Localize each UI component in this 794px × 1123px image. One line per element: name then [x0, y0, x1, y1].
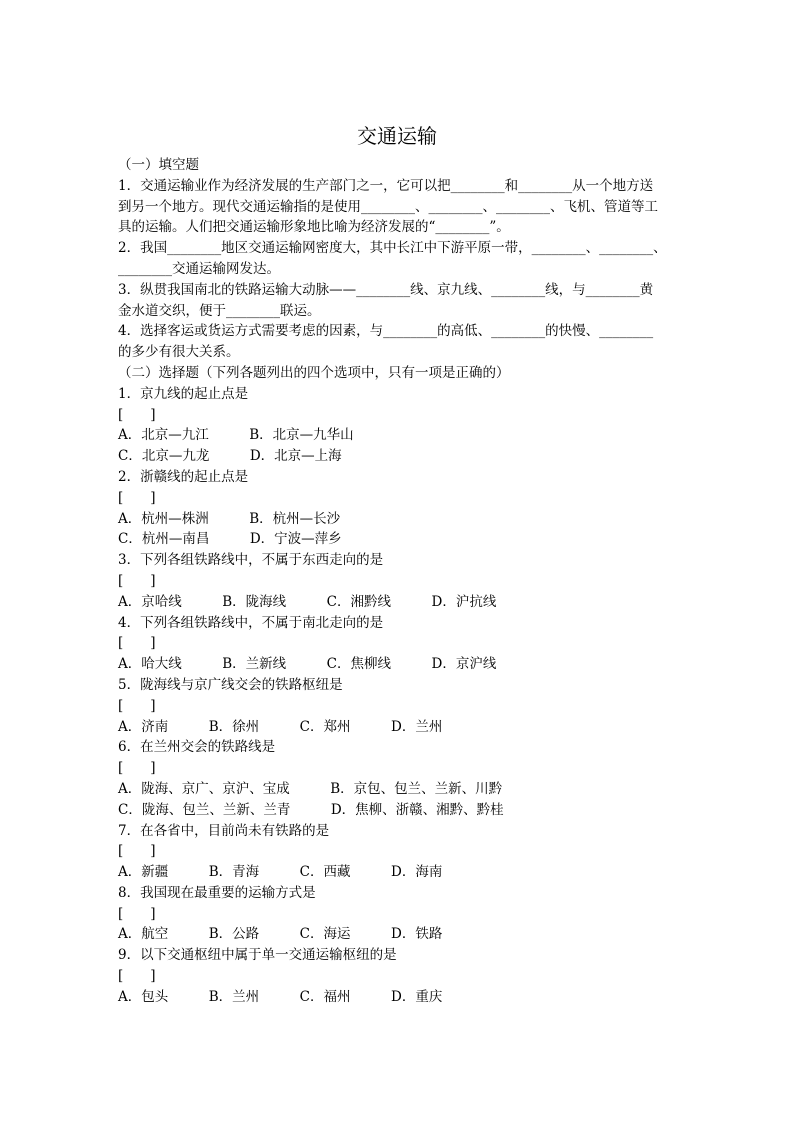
- question-stem: 5．陇海线与京广线交会的铁路枢纽是: [118, 676, 343, 693]
- question-stem: 9．以下交通枢纽中属于单一交通运输枢纽的是: [118, 947, 397, 964]
- question-stem: 7．在各省中，目前尚未有铁路的是: [118, 822, 330, 839]
- question-stem: 4．下列各组铁路线中，不属于南北走向的是: [118, 614, 384, 631]
- question-options: C．北京—九龙 D．北京—上海: [118, 448, 342, 465]
- answer-bracket: [ ]: [118, 968, 156, 985]
- answer-bracket: [ ]: [118, 905, 156, 922]
- question-5: [118, 675, 678, 737]
- fill-in-line: 到另一个地方。现代交通运输指的是使用________、________、________、飞机、管道等工: [118, 198, 658, 215]
- question-stem: 2．浙赣线的起止点是: [118, 468, 249, 485]
- question-stem: 8．我国现在最重要的运输方式是: [118, 884, 316, 901]
- fill-in-line: 3．纵贯我国南北的铁路运输大动脉——________线、京九线、________线，与________黄: [118, 281, 654, 298]
- question-9: [118, 945, 678, 1007]
- answer-bracket: [ ]: [118, 572, 156, 589]
- fill-in-line: 2．我国________地区交通运输网密度大，其中长江中下游平原一带，________、________、: [118, 240, 667, 257]
- fill-in-line: 1．交通运输业作为经济发展的生产部门之一，它可以把________和________从一个地方送: [118, 177, 654, 194]
- question-stem: 6．在兰州交会的铁路线是: [118, 739, 276, 756]
- question-8: [118, 883, 678, 945]
- section-heading-choice: （二）选择题（下列各题列出的四个选项中，只有一项是正确的）: [118, 364, 510, 381]
- fill-in-line: 金水道交织，便于________联运。: [118, 302, 321, 319]
- section-heading-fill-in: （一）填空题: [118, 157, 199, 173]
- question-options: C．陇海、包兰、兰新、兰青 D．焦柳、浙赣、湘黔、黔桂: [118, 801, 504, 818]
- document-title: 交通运输: [357, 124, 437, 148]
- answer-bracket: [ ]: [118, 635, 156, 652]
- question-3: [118, 550, 678, 612]
- question-options: A．哈大线 B．兰新线 C．焦柳线 D．京沪线: [118, 656, 497, 673]
- question-options: A．杭州—株洲 B．杭州—长沙: [118, 510, 341, 527]
- answer-bracket: [ ]: [118, 406, 156, 423]
- question-options: A．新疆 B．青海 C．西藏 D．海南: [118, 864, 443, 881]
- question-options: A．航空 B．公路 C．海运 D．铁路: [118, 926, 443, 943]
- question-6: [118, 737, 678, 820]
- question-1: [118, 384, 678, 467]
- question-options: A．陇海、京广、京沪、宝成 B．京包、包兰、兰新、川黔: [118, 780, 503, 797]
- fill-in-line: 具的运输。人们把交通运输形象地比喻为经济发展的“________”。: [118, 219, 510, 236]
- answer-bracket: [ ]: [118, 843, 156, 860]
- question-stem: 3．下列各组铁路线中，不属于东西走向的是: [118, 552, 384, 569]
- question-options: A．包头 B．兰州 C．福州 D．重庆: [118, 988, 443, 1005]
- question-options: A．京哈线 B．陇海线 C．湘黔线 D．沪抗线: [118, 593, 497, 610]
- question-2: [118, 467, 678, 550]
- answer-bracket: [ ]: [118, 697, 156, 714]
- document-body: [118, 155, 678, 1008]
- question-stem: 1．京九线的起止点是: [118, 385, 249, 402]
- question-options: A．济南 B．徐州 C．郑州 D．兰州: [118, 718, 443, 735]
- fill-in-line: ________交通运输网发达。: [118, 260, 280, 277]
- question-options: C．杭州—南昌 D．宁波—萍乡: [118, 531, 342, 548]
- fill-in-line: 的多少有很大关系。: [118, 344, 240, 361]
- answer-bracket: [ ]: [118, 760, 156, 777]
- question-4: [118, 613, 678, 675]
- question-options: A．北京—九江 B．北京—九华山: [118, 427, 354, 444]
- answer-bracket: [ ]: [118, 489, 156, 506]
- question-7: [118, 821, 678, 883]
- fill-in-line: 4．选择客运或货运方式需要考虑的因素，与________的高低、________的快慢、________: [118, 323, 654, 340]
